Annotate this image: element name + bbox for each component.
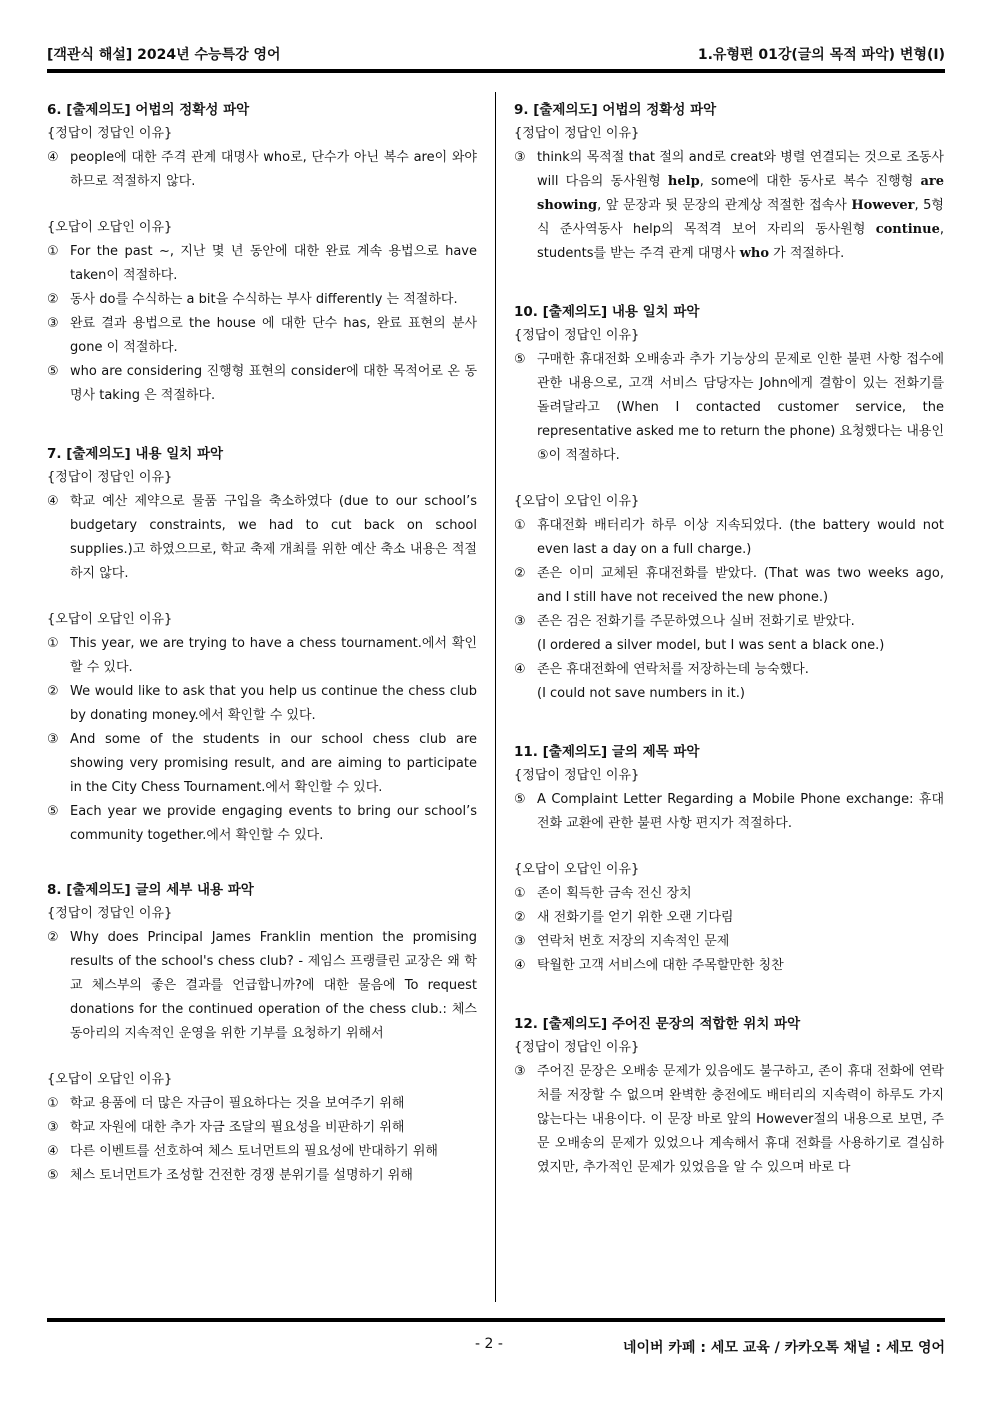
answer-item xyxy=(514,906,944,930)
answer-text: 완료 결과 용법으로 the house 에 대한 단수 has, 완료 표현의 분사 gone 이 적절하다. xyxy=(70,316,477,355)
column-divider xyxy=(495,92,496,1302)
wrong-heading: {오답이 오답인 이유} xyxy=(514,862,640,877)
answer-item xyxy=(514,1060,944,1180)
wrong-heading: {오답이 오답인 이유} xyxy=(47,1072,173,1087)
answer-text: who are considering 진행형 표현의 consider에 대한 목적어로 온 동명사 taking 은 적절하다. xyxy=(70,364,477,403)
correct-heading: {정답이 정답인 이유} xyxy=(47,126,173,141)
section-12 xyxy=(514,1012,944,1180)
answer-item xyxy=(47,680,477,728)
footer-channel-info: 네이버 카페 : 세모 교육 / 카카오톡 채널 : 세모 영어 xyxy=(622,1340,945,1356)
answer-item xyxy=(47,312,477,360)
section-title: 9. [출제의도] 어법의 정확성 파악 xyxy=(514,102,717,118)
answer-text: 휴대전화 배터리가 하루 이상 지속되었다. (the battery would not even last a day on a full charge.) xyxy=(537,518,944,557)
wrong-list xyxy=(47,240,477,408)
choice-mark: ⑤ xyxy=(514,352,526,367)
choice-mark: ④ xyxy=(47,494,59,509)
choice-mark: ① xyxy=(514,518,526,533)
header-rule xyxy=(47,69,945,73)
answer-text: For the past ~, 지난 몇 년 동안에 대한 완료 계속 용법으로 have taken이 적절하다. xyxy=(70,244,477,283)
choice-mark: ③ xyxy=(514,150,526,165)
answer-item xyxy=(47,800,477,848)
answer-item xyxy=(514,682,944,706)
correct-heading: {정답이 정답인 이유} xyxy=(514,328,640,343)
answer-item xyxy=(514,610,944,634)
choice-mark: ① xyxy=(47,244,59,259)
choice-mark: ② xyxy=(514,910,526,925)
header-title-left: [객관식 해설] 2024년 수능특강 영어 xyxy=(47,47,281,63)
answer-text: 탁월한 고객 서비스에 대한 주목할만한 칭찬 xyxy=(537,958,784,973)
correct-heading: {정답이 정답인 이유} xyxy=(47,470,173,485)
choice-mark: ③ xyxy=(47,1120,59,1135)
answer-item xyxy=(47,1092,477,1116)
section-7 xyxy=(47,442,477,848)
answer-text: 체스 토너먼트가 조성할 건전한 경쟁 분위기를 설명하기 위해 xyxy=(70,1168,413,1183)
answer-text: 다른 이벤트를 선호하여 체스 토너먼트의 필요성에 반대하기 위해 xyxy=(70,1144,438,1159)
choice-mark: ③ xyxy=(514,1064,526,1079)
footer-rule xyxy=(47,1318,945,1322)
answer-item xyxy=(514,634,944,658)
answer-text: This year, we are trying to have a chess tournament.에서 확인할 수 있다. xyxy=(70,636,477,675)
answer-text: 새 전화기를 얻기 위한 오랜 기다림 xyxy=(537,910,734,925)
correct-list xyxy=(47,146,477,194)
answer-item xyxy=(47,360,477,408)
answer-text: 존이 획득한 금속 전신 장치 xyxy=(537,886,692,901)
choice-mark: ④ xyxy=(514,662,526,677)
choice-mark: ② xyxy=(514,566,526,581)
section-title: 8. [출제의도] 글의 세부 내용 파악 xyxy=(47,882,254,898)
choice-mark: ④ xyxy=(514,958,526,973)
wrong-list xyxy=(514,514,944,706)
answer-item xyxy=(514,882,944,906)
choice-mark: ⑤ xyxy=(47,804,59,819)
answer-item xyxy=(514,788,944,836)
answer-item xyxy=(47,1164,477,1188)
choice-mark: ③ xyxy=(47,316,59,331)
section-title: 12. [출제의도] 주어진 문장의 적합한 위치 파악 xyxy=(514,1016,801,1032)
correct-heading: {정답이 정답인 이유} xyxy=(514,126,640,141)
answer-item xyxy=(47,288,477,312)
wrong-heading: {오답이 오답인 이유} xyxy=(47,220,173,235)
answer-text: A Complaint Letter Regarding a Mobile Phone exchange: 휴대전화 교환에 관한 불편 사항 편지가 적절하다. xyxy=(537,792,944,831)
section-9 xyxy=(514,98,944,266)
answer-text: Each year we provide engaging events to bring our school’s community together.에서 확인할 수 있다. xyxy=(70,804,477,843)
answer-text: people에 대한 주격 관계 대명사 who로, 단수가 아닌 복수 are이 와야 하므로 적절하지 않다. xyxy=(70,150,477,189)
choice-mark: ⑤ xyxy=(47,1168,59,1183)
answer-item xyxy=(47,632,477,680)
answer-text: We would like to ask that you help us continue the chess club by donating money.에서 확인할 수 있다. xyxy=(70,684,477,723)
section-6 xyxy=(47,98,477,408)
wrong-heading: {오답이 오답인 이유} xyxy=(47,612,173,627)
correct-list xyxy=(514,788,944,836)
choice-mark: ② xyxy=(47,684,59,699)
answer-text: Why does Principal James Franklin mention the promising results of the school's chess club? - 제임스 프랭클린 교장은 왜 학교 체스부의 좋은 결과를 언급합니까?에 대한 물음에 To request donations for the continued operation of the chess club.: 체스 동아리의 지속적인 운영을 위한 기부를 요청하기 위해서 xyxy=(70,930,477,1041)
correct-list xyxy=(514,348,944,468)
wrong-list xyxy=(47,632,477,848)
section-11 xyxy=(514,740,944,978)
page-footer xyxy=(47,1334,945,1360)
section-title: 11. [출제의도] 글의 제목 파악 xyxy=(514,744,700,760)
correct-list xyxy=(514,1060,944,1180)
choice-mark: ③ xyxy=(514,614,526,629)
answer-text: (I could not save numbers in it.) xyxy=(537,686,745,701)
answer-text: 존은 휴대전화에 연락처를 저장하는데 능숙했다. xyxy=(537,662,809,677)
left-column xyxy=(47,98,477,1210)
choice-mark: ② xyxy=(47,930,59,945)
choice-mark: ① xyxy=(47,1096,59,1111)
answer-text: 주어진 문장은 오배송 문제가 있음에도 불구하고, 존이 휴대 전화에 연락처를 저장할 수 없으며 완벽한 충전에도 배터리의 지속력이 하루도 가지 않는다는 내용이다. 이 문장 바로 앞의 However절의 내용으로 보면, 주문 오배송의 문제가 있었으나 계속해서 휴대 전화를 사용하기로 결심하였지만, 추가적인 문제가 있었음을 알 수 있으며 바로 다 xyxy=(537,1064,944,1175)
choice-mark: ⑤ xyxy=(47,364,59,379)
answer-text: 동사 do를 수식하는 a bit을 수식하는 부사 differently 는 적절하다. xyxy=(70,292,458,307)
answer-item xyxy=(47,240,477,288)
correct-list xyxy=(47,926,477,1046)
correct-heading: {정답이 정답인 이유} xyxy=(47,906,173,921)
section-10 xyxy=(514,300,944,706)
answer-text: 존은 이미 교체된 휴대전화를 받았다. (That was two weeks ago, and I still have not received the new phone.) xyxy=(537,566,944,605)
answer-text: (I ordered a silver model, but I was sent a black one.) xyxy=(537,638,885,653)
answer-text: 연락처 번호 저장의 지속적인 문제 xyxy=(537,934,730,949)
answer-item xyxy=(514,514,944,562)
section-title: 7. [출제의도] 내용 일치 파악 xyxy=(47,446,224,462)
choice-mark: ④ xyxy=(47,1144,59,1159)
choice-mark: ⑤ xyxy=(514,792,526,807)
choice-mark: ① xyxy=(47,636,59,651)
answer-item xyxy=(514,348,944,468)
header-title-right: 1.유형편 01강(글의 목적 파악) 변형(I) xyxy=(697,47,945,63)
answer-text: 학교 용품에 더 많은 자금이 필요하다는 것을 보여주기 위해 xyxy=(70,1096,405,1111)
section-8 xyxy=(47,878,477,1188)
answer-item xyxy=(47,1116,477,1140)
wrong-list xyxy=(47,1092,477,1188)
answer-item xyxy=(47,146,477,194)
correct-heading: {정답이 정답인 이유} xyxy=(514,768,640,783)
answer-item xyxy=(47,1140,477,1164)
answer-item xyxy=(514,930,944,954)
choice-mark: ① xyxy=(514,886,526,901)
answer-text: think의 목적절 that 절의 and로 creat와 병렬 연결되는 것으로 조동사 will 다음의 동사원형 help, some에 대한 동사로 복수 진행형 are showing, 앞 문장과 뒷 문장의 관계상 적절한 접속사 However, 5형식 준사역동사 help의 목적격 보어 자리의 동사원형 continue, students를 받는 주격 관계 대명사 who 가 적절하다. xyxy=(537,150,944,261)
page-number: - 2 - xyxy=(475,1336,503,1352)
page-header xyxy=(47,40,945,66)
answer-item xyxy=(514,954,944,978)
wrong-list xyxy=(514,882,944,978)
choice-mark: ③ xyxy=(514,934,526,949)
answer-item xyxy=(514,562,944,610)
wrong-heading: {오답이 오답인 이유} xyxy=(514,494,640,509)
answer-text: 구매한 휴대전화 오배송과 추가 기능상의 문제로 인한 불편 사항 접수에 관한 내용으로, 고객 서비스 담당자는 John에게 결함이 있는 전화기를 돌려달라고 (When I contacted customer service, the representative asked me to return the phone) 요청했다는 내용인 ⑤이 적절하다. xyxy=(537,352,944,463)
answer-item xyxy=(514,146,944,266)
choice-mark: ③ xyxy=(47,732,59,747)
answer-text: And some of the students in our school chess club are showing very promising result, and are aiming to participate in the City Chess Tournament.에서 확인할 수 있다. xyxy=(70,732,477,795)
correct-list xyxy=(47,490,477,586)
answer-item xyxy=(47,926,477,1046)
answer-text: 학교 예산 제약으로 물품 구입을 축소하였다 (due to our school’s budgetary constraints, we had to cut back on school supplies.)고 하였으므로, 학교 축제 개최를 위한 예산 축소 내용은 적절하지 않다. xyxy=(70,494,477,581)
answer-item xyxy=(514,658,944,682)
choice-mark: ④ xyxy=(47,150,59,165)
answer-item xyxy=(47,728,477,800)
choice-mark: ② xyxy=(47,292,59,307)
right-column xyxy=(514,98,944,1202)
correct-heading: {정답이 정답인 이유} xyxy=(514,1040,640,1055)
answer-item xyxy=(47,490,477,586)
section-title: 6. [출제의도] 어법의 정확성 파악 xyxy=(47,102,250,118)
section-title: 10. [출제의도] 내용 일치 파악 xyxy=(514,304,700,320)
answer-text: 존은 검은 전화기를 주문하였으나 실버 전화기로 받았다. xyxy=(537,614,855,629)
answer-text: 학교 자원에 대한 추가 자금 조달의 필요성을 비판하기 위해 xyxy=(70,1120,405,1135)
